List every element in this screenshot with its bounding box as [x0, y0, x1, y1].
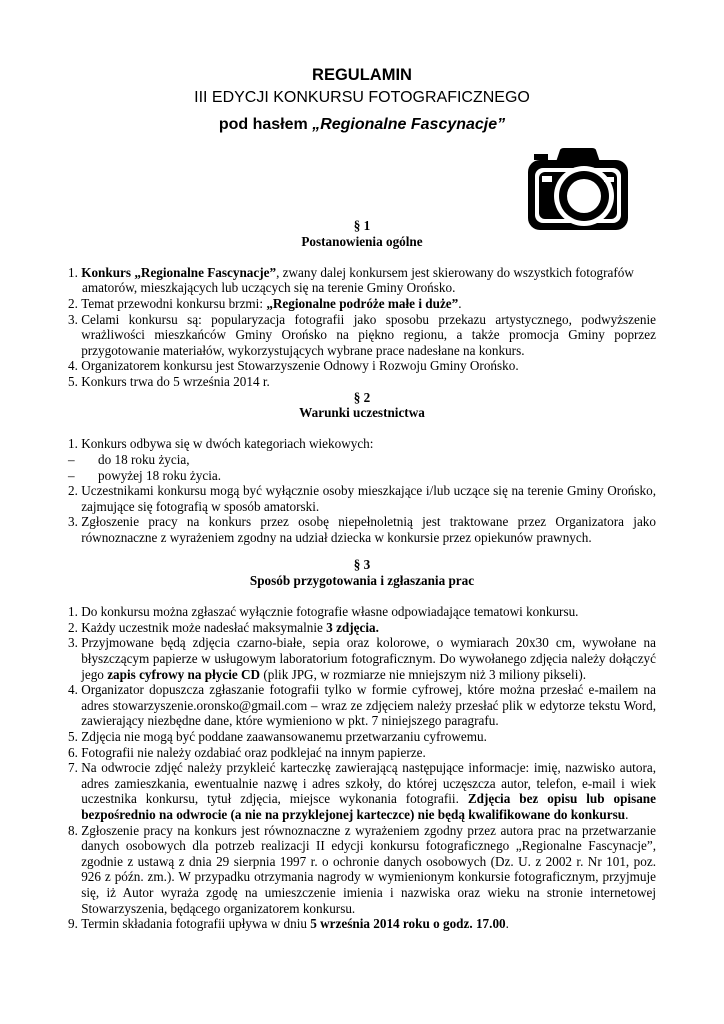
motto-prefix: pod hasłem — [218, 116, 313, 133]
item-bold: 5 września 2014 roku o godz. 17.00 — [310, 916, 506, 932]
s1-item-2 — [68, 296, 656, 312]
item-number: 9. — [68, 916, 82, 932]
item-number: 4. — [68, 358, 82, 374]
item-bold: Zdjęcia bez opisu lub opisane bezpośrednio na odwrocie (a nie na przyklejonej karteczce) nie będą kwalifikowane do konkursu — [81, 791, 656, 822]
item-text: , zwany dalej konkursem jest skierowany do wszystkich fotografów — [276, 264, 634, 280]
dash-text: powyżej 18 roku życia. — [98, 467, 222, 483]
item-text: Termin składania fotografii upływa w dniu — [81, 916, 311, 932]
item-text: Konkurs trwa do 5 września 2014 r. — [81, 373, 270, 389]
document-subtitle: III EDYCJI KONKURSU FOTOGRAFICZNEGO — [194, 89, 530, 106]
section-1-sign: § 1 — [353, 218, 371, 233]
item-bold: zapis cyfrowy na płycie CD — [107, 666, 261, 682]
motto-name: „Regionalne Fascynacje” — [312, 116, 506, 133]
item-text: Każdy uczestnik może nadesłać maksymalnie — [81, 619, 327, 635]
item-text: Zdjęcia nie mogą być poddane zaawansowanemu przetwarzaniu cyfrowemu. — [81, 729, 487, 744]
item-text: Zgłoszenie pracy na konkurs przez osobę niepełnoletnią jest traktowane przez Organizatora jako równoznaczne z wyrażeniem zgodny na udział dziecka w konkursie przez opiekunów prawnych. — [81, 514, 656, 545]
item-text: Uczestnikami konkursu mogą być wyłącznie osoby mieszkające i/lub uczące się na terenie Gminy Orońsko, zajmujące się fotografią w sposób amatorski. — [81, 483, 656, 514]
item-text: Organizatorem konkursu jest Stowarzyszenie Odnowy i Rozwoju Gminy Orońsko. — [81, 358, 519, 374]
section-1-title: Postanowienia ogólne — [301, 233, 423, 249]
item-number: 3. — [68, 635, 82, 651]
item-number: 2. — [68, 295, 82, 311]
item-text: . — [625, 806, 629, 822]
item-text: Celami konkursu są: popularyzacja fotografii jako sposobu przekazu artystycznego, podwyższenie wrażliwości mieszkańców Gminy Orońsko na piękno regionu, a także promocja Gminy poprzez przygotowanie materiałów, wykorzystujących wybrane prace nadesłane na konkurs. — [81, 311, 656, 358]
s3-item-3 — [68, 635, 656, 682]
item-bold: „Regionalne podróże małe i duże” — [266, 295, 459, 311]
item-number: 3. — [68, 514, 82, 530]
item-text: Temat przewodni konkursu brzmi: — [81, 295, 267, 311]
item-number: 7. — [68, 760, 82, 776]
item-text: Przyjmowane będą zdjęcia czarno-białe, sepia oraz kolorowe, o wymiarach 20x30 cm, wywołane na błyszczącym papierze w usługowym laboratorium fotograficznym. Do wywołanego zdjęcia należy dołączyć jego — [81, 635, 656, 682]
section-2-sign: § 2 — [353, 389, 371, 405]
item-bold: Konkurs „Regionalne Fascynacje” — [81, 264, 277, 280]
item-number: 1. — [68, 264, 82, 280]
s3-item-4 — [68, 682, 656, 729]
item-number: 4. — [68, 682, 82, 698]
s1-item-5 — [68, 374, 656, 390]
s1-item-4 — [68, 358, 656, 374]
item-text: . — [458, 295, 462, 311]
section-3-title: Sposób przygotowania i zgłaszania prac — [249, 573, 475, 589]
item-number: 2. — [68, 483, 82, 499]
item-bold: 3 zdjęcia. — [326, 619, 379, 635]
s3-item-6 — [68, 745, 656, 761]
item-text: Na odwrocie zdjęć należy przykleić karteczkę zawierającą następujące informacje: imię, nazwisko autora, adres zamieszkania, ewentualnie nazwę i adres szkoły, do której uczęszcza autor, telefon, e-mail i wiek uczestnika konkursu, tytuł zdjęcia, miejsce wykonania fotografii. — [81, 760, 656, 807]
s3-item-7 — [68, 760, 656, 822]
document-title: REGULAMIN — [312, 66, 412, 84]
section-2-title: Warunki uczestnictwa — [299, 405, 425, 421]
s3-item-8 — [68, 823, 656, 917]
s1-item-3 — [68, 312, 656, 359]
item-text: Zgłoszenie pracy na konkurs jest równoznaczne z wyrażeniem zgodny przez autora prac na przetwarzanie danych osobowych dla potrzeb realizacji II edycji konkursu fotograficznego „Regionalne Fascynacje”, zgodnie z ustawą z dnia 29 sierpnia 1997 r. o ochronie danych osobowych (Dz. U. z 2002 r. Nr 101, poz. 926 z późn. zm.). W przypadku otrzymania nagrody w wymienionym konkursie fotograficznym, przyjmuje się, iż Autor wyraża zgodę na umieszczenie imienia i nazwiska oraz wieku na stronie internetowej Stowarzyszenia, będącego organizatorem konkursu. — [81, 822, 656, 916]
s1-item-1-continuation: amatorów, mieszkających lub uczących się na terenie Gminy Orońsko. — [82, 280, 456, 296]
document-motto — [0, 116, 724, 134]
document-body — [68, 218, 656, 932]
item-text: (plik JPG, w rozmiarze nie mniejszym niż 3 miliony pikseli). — [260, 666, 587, 682]
item-text: Do konkursu można zgłaszać wyłącznie fotografie własne odpowiadające tematowi konkursu. — [81, 604, 579, 620]
item-text: . — [505, 916, 509, 932]
s1-item-1 — [68, 265, 656, 281]
s3-item-5 — [68, 729, 656, 745]
section-3-sign: § 3 — [353, 557, 371, 573]
s3-item-9 — [68, 916, 656, 932]
item-text: Organizator dopuszcza zgłaszanie fotografii tylko w formie cyfrowej, które można przesłać e-mailem na adres stowarzyszenie.oronsko@gmail.com – wraz ze zdjęciem należy przesłać plik w edytorze tekstu Word, zawierający niezbędne dane, które wymieniono w pkt. 7 niniejszego paragrafu. — [81, 682, 656, 729]
item-number: 3. — [68, 311, 82, 327]
s2-item-3 — [68, 514, 656, 545]
s2-dash-1 — [68, 452, 656, 468]
item-number: 5. — [68, 729, 82, 744]
item-number: 6. — [68, 744, 82, 760]
s3-item-1 — [68, 604, 656, 620]
dash-mark: – — [68, 451, 75, 467]
item-number: 8. — [68, 822, 82, 838]
item-text: Fotografii nie należy ozdabiać oraz podklejać na innym papierze. — [81, 744, 426, 760]
s2-item-2 — [68, 483, 656, 514]
s2-item-1: 1. Konkurs odbywa się w dwóch kategoriach wiekowych: — [68, 436, 374, 452]
item-number: 2. — [68, 619, 82, 635]
dash-text: do 18 roku życia, — [98, 451, 190, 467]
dash-mark: – — [68, 467, 75, 483]
item-number: 5. — [68, 373, 82, 389]
item-number: 1. — [68, 604, 82, 620]
s3-item-2 — [68, 620, 656, 636]
s2-dash-2 — [68, 468, 656, 484]
